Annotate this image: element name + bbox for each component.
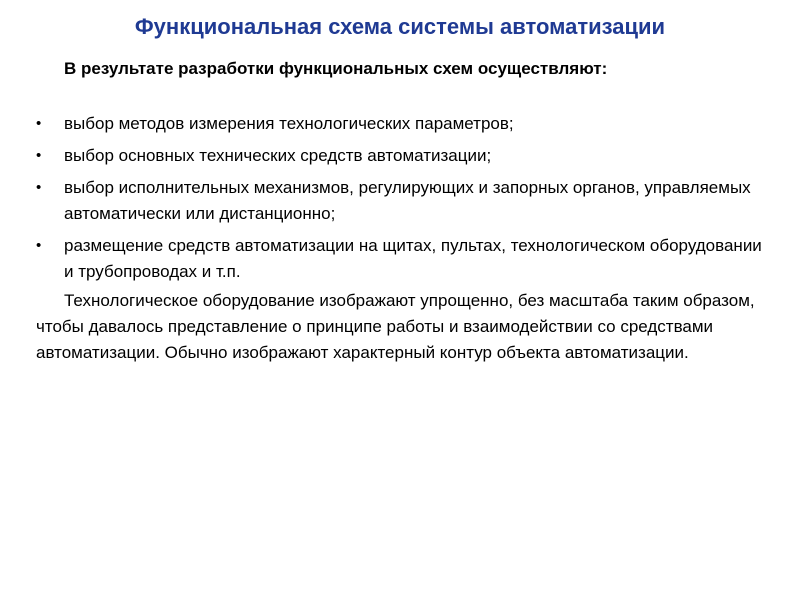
bullet-icon: • bbox=[36, 179, 42, 196]
intro-text: В результате разработки функциональных схем осуществляют: bbox=[64, 59, 608, 78]
bullet-text: выбор методов измерения технологических параметров; bbox=[64, 114, 514, 133]
bullet-text: выбор исполнительных механизмов, регулирующих и запорных органов, управляемых автоматически или дистанционно; bbox=[64, 178, 751, 223]
body-paragraph: Технологическое оборудование изображают упрощенно, без масштаба таким образом, чтобы давалось представление о принципе работы и взаимодействии со средствами автоматизации. Обычно изображают характерный контур объекта автоматизации. bbox=[36, 291, 755, 362]
bullet-item bbox=[36, 143, 776, 169]
bullet-icon: • bbox=[36, 147, 42, 164]
bullet-icon: • bbox=[36, 237, 42, 254]
bullet-text: выбор основных технических средств автоматизации; bbox=[64, 146, 492, 165]
bullet-icon: • bbox=[36, 115, 42, 132]
slide-title: Функциональная схема системы автоматизации bbox=[134, 14, 666, 39]
bullet-item bbox=[36, 111, 776, 137]
bullet-item bbox=[36, 175, 776, 227]
bullet-item bbox=[36, 233, 776, 285]
bullet-list bbox=[36, 111, 776, 291]
bullet-text: размещение средств автоматизации на щитах, пультах, технологическом оборудовании и трубопроводах и т.п. bbox=[64, 236, 762, 281]
